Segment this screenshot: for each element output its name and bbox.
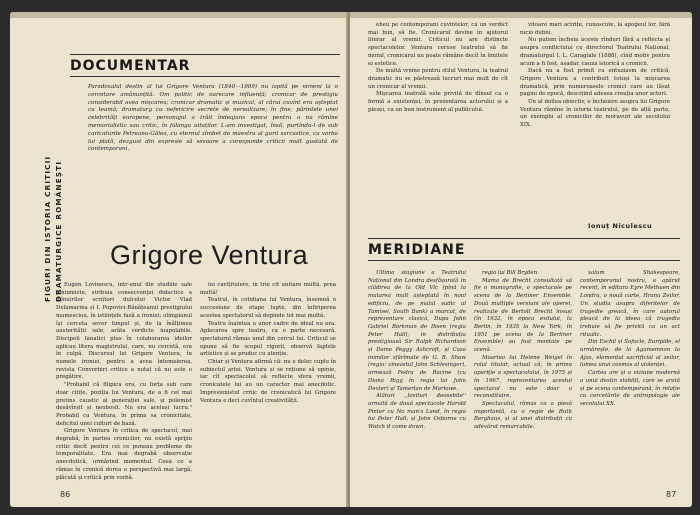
section-rule-bottom: [368, 260, 680, 261]
article-column-4: [520, 22, 670, 217]
paragraph: eheu pe contemporani cuvintelor, ca un verdict mai bun, să fie. Cronicarul devine în ajutorul literar al vremii. Criticul nu are distincte spectacolelor. Ventura ceruse teatrului să fie moral, cronicarul nu poate rămâne decît în limitele ei estetice.: [368, 22, 508, 67]
paragraph: Ultima stagiune a Teatrului Național din Londra desfășurată în clădirea de la Old Vic (pînă la mutarea mult așteptată în noul edificiu, de pe malul sudic al Tamisei, South Bank) a marcat, de reprezentare clasică, Dupa John Gabriel Borkman de Ibsen (regia Peter Hall), în distribuția prestigioasă Sir Ralph Richardson și Dame Peggy Ashcroft, și Casa inimilor sfărîmate de G. B. Shaw (regia: cineastul John Schlesinger), urmează Fedra de Racine (cu Diana Rigg în regia lui John Dexter) și Tamerlan de Marlowe.: [368, 270, 466, 392]
header-rule: [70, 54, 340, 55]
left-page: [10, 12, 348, 507]
header-rule-bottom: [70, 76, 340, 77]
page-top-edge: [350, 12, 692, 18]
paragraph: "Probabil că filipica era, cu forța sub care doar citițe, poziția lui Ventura, de a fi cel mai pretins caustic al generației sale, și polemist desăvîrșit și neobosit. Nu era același lucru." Probabil cu Ventura, în prima sa cronicitate, deficitul unei culturi de bază.: [56, 382, 192, 427]
section-title: DOCUMENTAR: [70, 58, 191, 74]
author-signature: Ionuț Niculescu: [588, 222, 653, 230]
paragraph: Cartea are și o viziune modernă a unui destin stabilit, care se arată și pe scena contemporană, în relație cu cercetările de antropologie ale secolului XX.: [580, 370, 680, 407]
paragraph: Grigore Ventura în critica de spectacol, mai degrabă, în partea cronicilor, nu există sprijin critic decît pentru cei ce puneau probleme de temporalitate. Era mai degrabă observație anecdotică, urmărind momentul. Ceea ce a rămas în cronică dorea o perspectivă mai largă, plăcută și critică prin vorbă.: [56, 428, 192, 481]
right-page: [350, 12, 692, 507]
paragraph: Mama de Brecht consultată să fie o monografie, o spectacole pe scena de la Berliner Ensemble. Două multiple versiuni ale operei, realizate de Bertolt Brecht însuși (în 1932, în epoca exilului, la Berlin, în 1935 la New York, în 1951 pe scena de la Berliner Ensemble) au fost montate pe scenă.: [474, 277, 572, 354]
intro-paragraph: Paradoxalul destin al lui Grigore Ventura (1840—1909) nu ispită pe nimeni la o cercetare amănunțită. Om politic de oarecare influență; cronicar de prestigiu considerabil avea mișcarea; cronicar dramatic și muzical, al cărui cuvînt era așteptat cu teamă; dramaturg cu nefericire secrete de nerealizare; în fine, părintele unei celebrități europene, personajul a trăit îndeajuns epoca pentru a nu rămîne memorialistic sau critic, în falanga uitaților. L-am investigat, însă, purtîndu-l de sub caricaturile Petreanu-Gălea, cu eternul zîmbet de maestru al gurii sarcastice, cu vorba lui plată, dezgust din expresie să sevoare a corespunde criticii mult gustată de contemporani.: [88, 84, 338, 153]
paragraph: Spectacolul, rămas ca o piesă importantă, cu o regie de Ruth Berghaus, și al unei distribuții cu adevărat remarcabile.: [474, 400, 572, 431]
paragraph: Teatru înaintea a unor cadre de ideal nu era. Aplecarea spre teatru, ca o parte necesară, spectatorul rămas unul din cercul lui. Criticul se opune să fie scopul rigorii, observă faptele artistice și se produc cu atenție.: [200, 320, 336, 358]
paragraph: valum Shakespeare, contemporanul nostru, a apărut recent, în editura Eyre Methuen din Londra, o nouă carte, Hrana Zeilor, Un studiu asupra diferitelor de tragedie greacă, în care autorul pleacă de la ideea că tragedia trebuie să fie privită ca un act ritualic.: [580, 270, 680, 338]
page-top-edge: [10, 12, 348, 18]
vertical-heading-line-1: FIGURI DIN ISTORIA CRITICII: [43, 155, 52, 302]
page-number: 87: [666, 490, 677, 499]
paragraph: Eugen Lovinescu, într-unul din studiile sale juninmiste, stribuia consecvenței didactice a mînuirilor scriitori dulcetei Victor Vlad Delamarina și I. Popovici-Bănățeanul prestigiului mamesciou, în istiințele fază a ironiei; olimpianul își cerceta sever timpul și, de la înălțimea austerității sale, arăta verdicte inapelabile. Discipoli fanatici plus în colaborarea ideilor aplicau litera magistrului, care, nu cercetă, era în culpă. Discursul lui Grigore Ventura, în numele ironiei, pentru a avea întemeierea, revista Convorbiri critice a notat că nu este o pregătire.: [56, 282, 192, 381]
paragraph: Dacă nu a fost primit cu entuziasm de critică, Grigore Ventura a contribuit totuși la mișcarea dramatică, prin numeroasele cronici care au lăsat pagini de epocă, descriind adesea creația unor actori.: [520, 68, 670, 98]
paragraph: vitoare mari actrițe, cunoscute, la apogeul lor, fără nicio dubiu.: [520, 22, 670, 36]
paragraph: Mișcarea teatrală este privită de dînsul ca o formă a existenței, în prezentarea actorului și a piesei, ca un bun instrument al publicului.: [368, 91, 508, 113]
meridiane-column-1: [368, 270, 466, 495]
page-number: 86: [60, 490, 71, 499]
paragraph: Moartea lui Helene Weigel în rolul titular, actual că, în prima apariție a spectacolului, în 1975 și în 1967, reprezentarea acestui spectacol nu este doar o reconstituire.: [474, 354, 572, 400]
paragraph: De multă vreme pentru stilul Ventura, la teatrul dramatic nu se păstrează lucruri mai mult de cît un cronicar al vremii.: [368, 68, 508, 90]
article-column-2: [200, 282, 336, 482]
section-title: MERIDIANE: [368, 242, 466, 258]
vertical-heading: [42, 72, 80, 302]
meridiane-column-3: [580, 270, 680, 495]
meridiane-column-2: [474, 270, 572, 495]
paragraph: Teatrul, în cotidiana lui Ventura, însemnă o succesiune de etape lupte, din înfiriperea acestea spectatorul să depinde tot mai multă.: [200, 297, 336, 319]
article-title: Grigore Ventura: [110, 240, 309, 270]
paragraph: Din Eschil și Sofocle, Euripide, el urmărește, de la Agamemnon la Ajax, elementul sacrificial al zeilor, lumea unui cosmos al violenței.: [580, 339, 680, 369]
paragraph: Alături ,,lovituri deosebite'' urmată de două spectacole Harold Pinter cu No man's Land, în regia lui Peter Hall, și John Osborne cu Watch it come down.: [368, 393, 466, 431]
section-rule: [368, 238, 680, 239]
paragraph: regia lui Bill Bryden.: [482, 270, 539, 276]
vertical-heading-line-2: DRAMATURGICE ROMÂNEȘTI: [54, 160, 63, 302]
paragraph: Un al doilea obiectiv, o încheiere asupra lui Grigore Ventura rămîne în istoria teatrului, pe de altă parte, un exemplu al cronicilor de moravuri ale secolului XIX.: [520, 99, 670, 129]
article-column-3: [368, 22, 508, 232]
paragraph: Chiar și Ventura afirmă că: nu e deloc cuplu în subiectul artei. Ventura și se rețiune să opinie, iar cît spectacolul să reflecte sfera vremii, cronicatele lui au un caracter mai anecdotic. Impresionistul critic de cronicatică lui Grigore Ventura e deci cuvîntul creativității.: [200, 359, 336, 404]
paragraph: Nu putem încheia aceste rînduri fără a reflecta și asupra conflictului cu directorul Teatrului Național, dramaturgul I. L. Caragiale (1888), cînd motiv pentru acum a fi fost, așadar, cauza istorică a cronicii.: [520, 37, 670, 67]
article-column-1: [56, 282, 192, 482]
paragraph: ini cavițitulere, în trie cît unitare multă, prea multă!: [200, 282, 336, 296]
